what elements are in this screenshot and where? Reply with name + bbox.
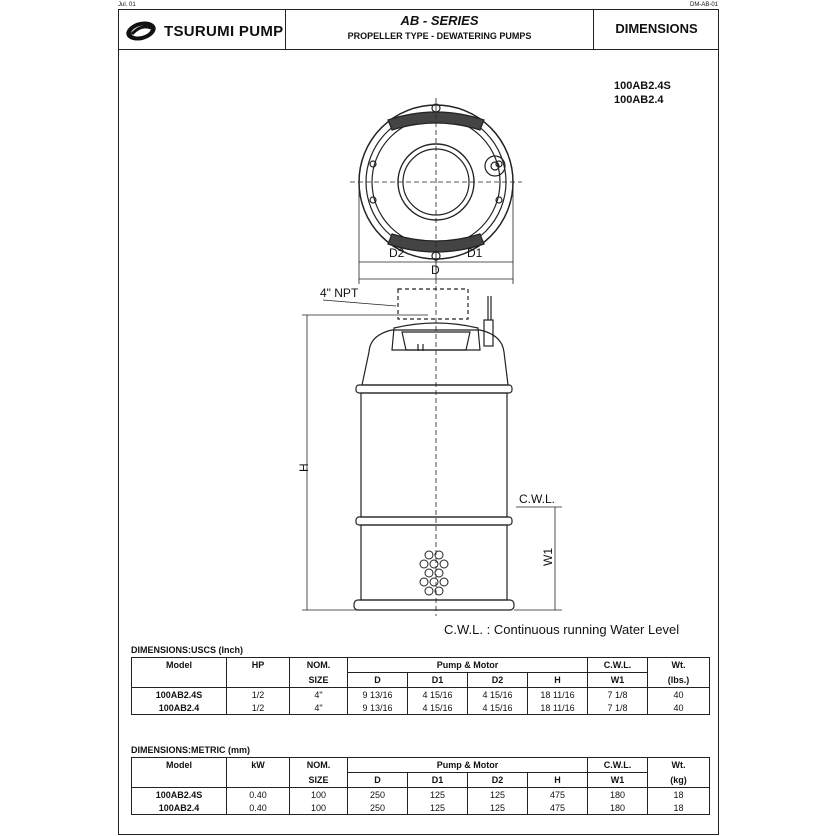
header-d2: D2 xyxy=(468,773,528,788)
model-name: 100AB2.4 xyxy=(614,94,664,106)
table-cell-h: 18 11/16 xyxy=(528,701,588,715)
table-cell-w1: 180 xyxy=(588,788,648,802)
header-power: HP xyxy=(227,658,290,673)
header-size: SIZE xyxy=(290,773,348,788)
table-cell-d: 250 xyxy=(348,801,408,815)
header-model: Model xyxy=(132,658,227,673)
table-cell-d2: 125 xyxy=(468,801,528,815)
dim-w1-label: W1 xyxy=(541,548,555,566)
table-cell-d: 9 13/16 xyxy=(348,701,408,715)
table-cell-d1: 4 15/16 xyxy=(408,701,468,715)
table-cell-d: 250 xyxy=(348,788,408,802)
table-cell-power: 1/2 xyxy=(227,701,290,715)
doc-date: Jul. 01 xyxy=(118,2,136,8)
dim-d2-label: D2 xyxy=(389,246,405,260)
table-cell-weight: 40 xyxy=(648,701,710,715)
table-cell-model: 100AB2.4S xyxy=(132,688,227,702)
series-title: AB - SERIES xyxy=(400,13,479,28)
table-cell-d2: 4 15/16 xyxy=(468,688,528,702)
top-view xyxy=(350,98,522,270)
table-cell-model: 100AB2.4 xyxy=(132,701,227,715)
table-cell-d1: 125 xyxy=(408,788,468,802)
table-cell-w1: 7 1/8 xyxy=(588,701,648,715)
header-cwl: C.W.L. xyxy=(588,658,648,673)
table-cell-w1: 7 1/8 xyxy=(588,688,648,702)
header-nom: NOM. xyxy=(290,658,348,673)
table-cell-size: 4" xyxy=(290,701,348,715)
table-cell-d1: 4 15/16 xyxy=(408,688,468,702)
header-weight-unit: (kg) xyxy=(648,773,710,788)
metric-table xyxy=(131,757,710,815)
dim-d-label: D xyxy=(431,263,440,277)
brand-name: TSURUMI PUMP xyxy=(164,22,284,40)
doc-code: DM-AB-01 xyxy=(689,2,718,8)
table-cell-weight: 18 xyxy=(648,788,710,802)
header-nom: NOM. xyxy=(290,758,348,773)
tsurumi-logo-icon xyxy=(124,20,158,42)
header-d1: D1 xyxy=(408,673,468,688)
npt-label: 4" NPT xyxy=(320,286,359,300)
series-subtitle: PROPELLER TYPE - DEWATERING PUMPS xyxy=(347,31,532,41)
side-view xyxy=(354,286,514,616)
header-size: SIZE xyxy=(290,673,348,688)
table-cell-size: 4" xyxy=(290,688,348,702)
elevation-dimensions xyxy=(302,300,562,610)
table-cell-power: 0.40 xyxy=(227,788,290,802)
table-cell-power: 0.40 xyxy=(227,801,290,815)
table-cell-size: 100 xyxy=(290,788,348,802)
table-cell-h: 475 xyxy=(528,788,588,802)
table-cell-weight: 40 xyxy=(648,688,710,702)
section-title: DIMENSIONS xyxy=(615,21,698,36)
header-pump-motor: Pump & Motor xyxy=(348,758,588,773)
table-cell-h: 18 11/16 xyxy=(528,688,588,702)
pump-drawing xyxy=(118,60,718,620)
table-cell-model: 100AB2.4S xyxy=(132,788,227,802)
header-weight: Wt. xyxy=(648,658,710,673)
header-model: Model xyxy=(132,758,227,773)
uscs-table-title: DIMENSIONS:USCS (Inch) xyxy=(131,645,244,655)
header-power: kW xyxy=(227,758,290,773)
header-d: D xyxy=(348,673,408,688)
header-weight-unit: (lbs.) xyxy=(648,673,710,688)
header-d1: D1 xyxy=(408,773,468,788)
header-w1: W1 xyxy=(588,773,648,788)
header-h: H xyxy=(528,673,588,688)
metric-table-title: DIMENSIONS:METRIC (mm) xyxy=(131,745,250,755)
header-pump-motor: Pump & Motor xyxy=(348,658,588,673)
cwl-label: C.W.L. xyxy=(519,492,556,506)
table-cell-d: 9 13/16 xyxy=(348,688,408,702)
table-cell-size: 100 xyxy=(290,801,348,815)
table-cell-power: 1/2 xyxy=(227,688,290,702)
model-name: 100AB2.4S xyxy=(614,80,671,92)
header-cwl: C.W.L. xyxy=(588,758,648,773)
table-cell-weight: 18 xyxy=(648,801,710,815)
uscs-table xyxy=(131,657,710,715)
table-cell-d1: 125 xyxy=(408,801,468,815)
table-cell-d2: 4 15/16 xyxy=(468,701,528,715)
cwl-legend: C.W.L. : Continuous running Water Level xyxy=(444,622,680,637)
header-h: H xyxy=(528,773,588,788)
table-cell-d2: 125 xyxy=(468,788,528,802)
dim-h-label: H xyxy=(297,463,311,472)
strainer-holes xyxy=(420,551,448,595)
brand-logo xyxy=(124,17,284,45)
header-w1: W1 xyxy=(588,673,648,688)
header-d: D xyxy=(348,773,408,788)
table-cell-w1: 180 xyxy=(588,801,648,815)
header-d2: D2 xyxy=(468,673,528,688)
table-cell-model: 100AB2.4 xyxy=(132,801,227,815)
header-divider xyxy=(118,49,719,50)
header-weight: Wt. xyxy=(648,758,710,773)
table-cell-h: 475 xyxy=(528,801,588,815)
dim-d1-label: D1 xyxy=(467,246,483,260)
